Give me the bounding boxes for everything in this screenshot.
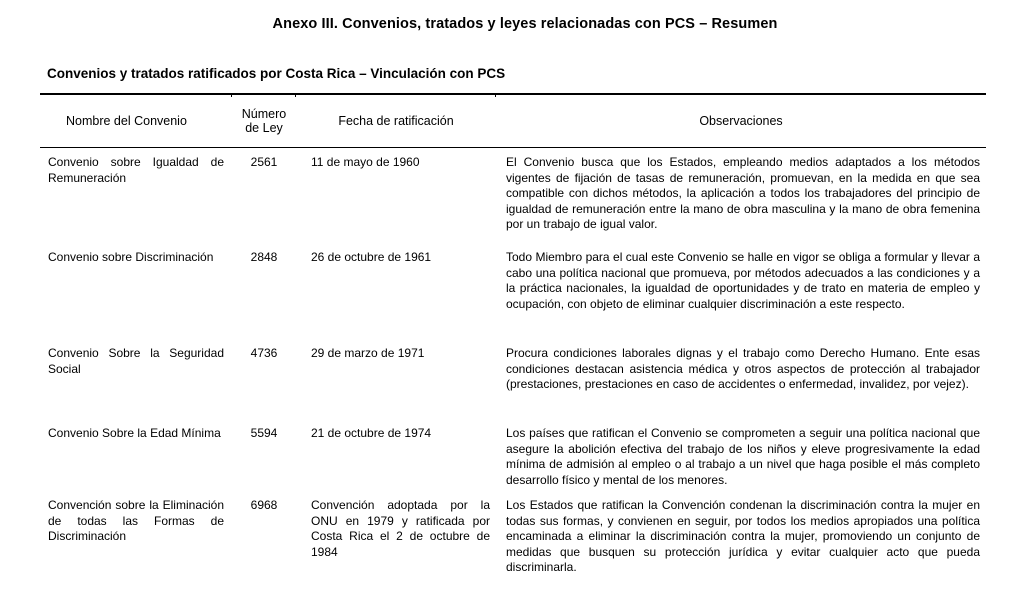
table-row <box>40 242 986 338</box>
cell-date: 29 de marzo de 1971 <box>311 346 425 360</box>
table-row <box>40 490 986 578</box>
cell-date: 11 de mayo de 1960 <box>311 155 420 169</box>
cell-observations: Los países que ratifican el Convenio se comprometen a seguir una política nacional que asegure la abolición efectiva del trabajo de los niños y eleve progresivamente la edad mínima de admisión al empleo o al trabajo a un nivel que haga posible el más completo desarrollo físico y mental de los menores. <box>506 426 980 487</box>
table-row <box>40 148 986 243</box>
page-title: Anexo III. Convenios, tratados y leyes relacionadas con PCS – Resumen <box>272 16 778 32</box>
table-row <box>40 418 986 490</box>
cell-name: Convenio sobre Igualdad de Remuneración <box>48 155 224 185</box>
cell-date: 26 de octubre de 1961 <box>311 250 432 264</box>
cell-number: 6968 <box>250 498 278 512</box>
table-row <box>40 338 986 418</box>
cell-number: 4736 <box>250 346 278 360</box>
conventions-table <box>40 93 986 578</box>
cell-observations: Procura condiciones laborales dignas y el trabajo como Derecho Humano. Ente esas condiciones destacan asistencia médica y otros aspectos de protección al trabajador (prestaciones, prestaciones en caso de accidentes o enfermedad, invalidez, por vejez). <box>506 346 980 391</box>
header-date: Fecha de ratificación <box>296 94 496 148</box>
cell-observations: Todo Miembro para el cual este Convenio se halle en vigor se obliga a formular y llevar a cabo una política nacional que promueva, por métodos adecuados a las condiciones y a la práctica nacionales, la igualdad de oportunidades y de trato en materia de empleo y ocupación, con objeto de eliminar cualquier discriminación a este respecto. <box>506 250 980 311</box>
cell-date: 21 de octubre de 1974 <box>311 426 432 440</box>
cell-number: 5594 <box>250 426 278 440</box>
header-observations: Observaciones <box>496 94 986 148</box>
cell-number: 2848 <box>250 250 278 264</box>
cell-name: Convenio sobre Discriminación <box>48 250 214 264</box>
cell-number: 2561 <box>250 155 278 169</box>
cell-date: Convención adoptada por la ONU en 1979 y ratificada por Costa Rica el 2 de octubre de 1984 <box>311 498 490 559</box>
header-number: Número de Ley <box>232 94 296 148</box>
cell-observations: El Convenio busca que los Estados, empleando medios adaptados a los métodos vigentes de fijación de tasas de remuneración, promuevan, en la medida en que sea compatible con dichos métodos, la aplicación a todos los trabajadores del principio de igualdad de remuneración entre la mano de obra masculina y la mano de obra femenina por un trabajo de igual valor. <box>506 155 980 231</box>
cell-name: Convenio Sobre la Seguridad Social <box>48 346 224 376</box>
cell-observations: Los Estados que ratifican la Convención condenan la discriminación contra la mujer en todas sus formas, y convienen en seguir, por todos los medios apropiados una política encaminada a eliminar la discriminación contra la mujer, promoviendo un conjunto de medidas que busquen su protección jurídica y evitar cualquier acto que pueda discriminarla. <box>506 498 980 574</box>
header-name: Nombre del Convenio <box>66 114 187 128</box>
cell-name: Convenio Sobre la Edad Mínima <box>48 426 221 440</box>
table-header-row <box>40 94 986 148</box>
cell-name: Convención sobre la Eliminación de todas las Formas de Discriminación <box>48 498 224 543</box>
section-title: Convenios y tratados ratificados por Costa Rica – Vinculación con PCS <box>47 66 506 81</box>
